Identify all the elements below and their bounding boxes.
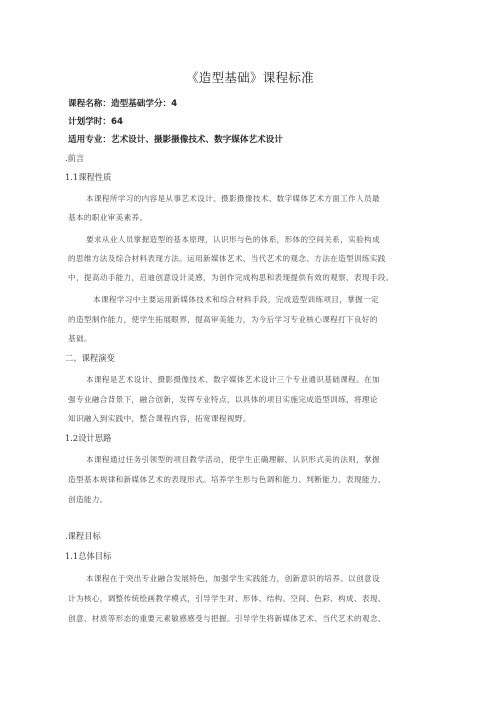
paragraph-line: 造型基本规律和新媒体艺术的表现形式。培养学生形与色调和能力、判断能力、表现能力、 — [68, 475, 386, 484]
paragraph-line: 本课程学习中主要运用新媒体技术和综合材料手段，完成造型训练项目，掌握一定 — [93, 295, 379, 304]
paragraph-line: 中，提高动手能力，启迪创意设计灵感，为创作完成构思和表现提供有效的观察、表现手段。 — [68, 273, 394, 282]
preface-heading: .前言 — [65, 153, 85, 163]
paragraph-line: 创意、材质等形态的重要元素敏感感受与把握。引导学生将新媒体艺术、当代艺术的观念、 — [68, 614, 386, 623]
course-name-line: 课程名称：造型基础学分：4 — [68, 99, 178, 109]
paragraph-line: 的思维方法及综合材料表现方法。运用新媒体艺术、当代艺术的观念、方法在造型训练实践 — [68, 254, 386, 263]
paragraph-line: 创造能力。 — [68, 495, 108, 504]
paragraph-line: 本课程通过任务引领型的项目教学活动，使学生正确理解、认识形式美的法则，掌握 — [86, 455, 380, 464]
document-title: 《造型基础》课程标准 — [185, 70, 314, 85]
paragraph-line: 计为核心，调整传统绘画教学模式，引导学生对、形体、结构、空间、色彩、构成、表现、 — [68, 594, 386, 603]
paragraph-line: 基础。 — [68, 334, 92, 343]
course-nature-heading: 1.1课程性质 — [65, 172, 112, 182]
planned-hours-line: 计划学时：64 — [68, 117, 123, 127]
paragraph-line: 本课程在于突出专业融合发展特色，加强学生实践能力，创新意识的培养。以创意设 — [86, 574, 380, 583]
paragraph-line: 本课程所学习的内容是从事艺术设计、摄影摄像技术、数字媒体艺术方面工作人员最 — [86, 194, 380, 203]
paragraph-line: 要求从业人员掌握造型的基本原理，认识形与色的体系，形体的空间关系，实验构成 — [86, 235, 380, 244]
paragraph-line: 本课程是艺术设计、摄影摄像技术、数字媒体艺术设计三个专业通识基础课程。在加 — [86, 375, 380, 384]
paragraph-line: 的造型制作能力，使学生拓展眼界，提高审美能力，为今后学习专业核心课程打下良好的 — [68, 315, 378, 324]
paragraph-line: 强专业融合背景下，融合创新，发挥专业特点，以具体的项目实施完成造型训练，将理论 — [68, 395, 378, 404]
paragraph-line: 基本的职业审美素养。 — [68, 213, 148, 222]
design-approach-heading: 1.2设计思路 — [65, 433, 112, 443]
applicable-majors-line: 适用专业：艺术设计、摄影摄像技术、数字媒体艺术设计 — [68, 135, 283, 145]
course-goals-heading: .课程目标 — [65, 531, 101, 541]
course-evolution-heading: 二、课程演变 — [65, 353, 115, 363]
overall-goals-heading: 1.1总体目标 — [65, 551, 112, 561]
paragraph-line: 知识融入到实践中，整合课程内容，拓宽课程视野。 — [68, 414, 251, 423]
